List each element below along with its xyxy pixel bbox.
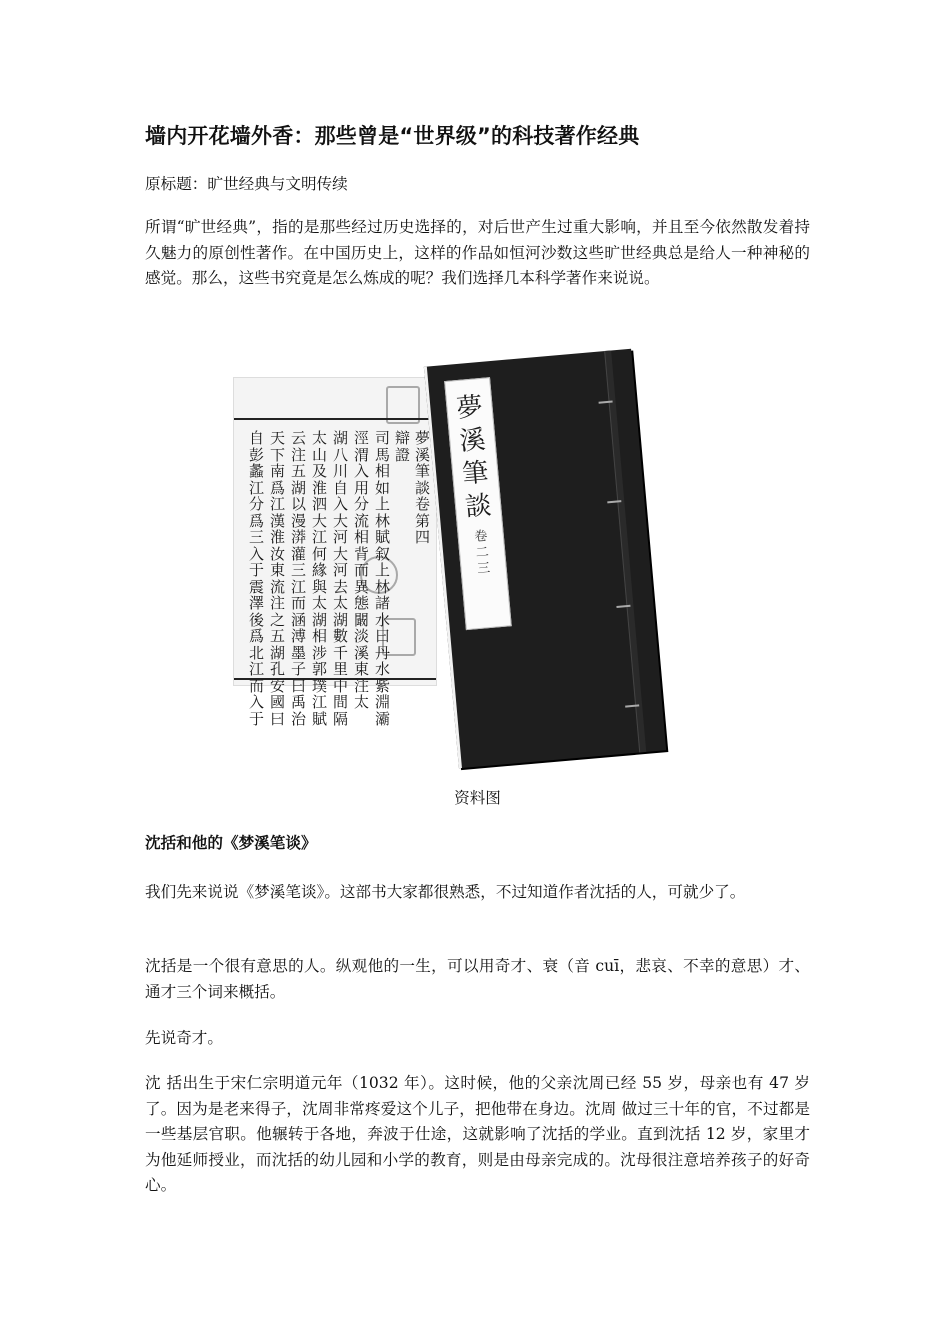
body-paragraph: 沈 括出生于宋仁宗明道元年（1032 年）。这时候，他的父亲沈周已经 55 岁，母亲也有 47 岁了。因为是老来得子，沈周非常疼爱这个儿子，把他带在身边。沈周 做过三十年的官，不过都是一些基层官职。他辗转于各地，奔波于仕途，这就影响了沈括的学业。直到沈括 12 岁，家里才为他延师授业，而沈括的幼儿园和小学的教育，则是由母亲完成的。沈母很注意培养孩子的好奇心。 — [145, 1074, 810, 1194]
body-paragraph: 沈括是一个很有意思的人。纵观他的一生，可以用奇才、衰（音 cuī，悲哀、不幸的意思）才、通才三个词来概括。 — [145, 957, 810, 1001]
article-title: 墙内开花墙外香：那些曾是“世界级”的科技著作经典 — [145, 124, 640, 148]
text-column: 辯證 — [394, 429, 410, 464]
book-cover-image — [424, 349, 666, 769]
book-spine — [604, 350, 646, 752]
book-volume-mark: 卷二三 — [473, 528, 491, 577]
book-title-slip: 夢溪筆談 — [455, 391, 493, 523]
text-column: 湖八川自入大河大河去太湖數千里中間隔 — [332, 429, 348, 728]
text-column: 太山及淮泗大江何緣與太湖相涉郭璞江賦 — [311, 429, 327, 728]
book-page-image — [233, 377, 437, 728]
text-column: 天下南爲江漢淮汝東流注之五湖孔安國曰 — [269, 429, 285, 728]
text-column: 涇渭入用分流相背而異態闞淡溪東注太 — [353, 429, 369, 711]
page-top-rule — [234, 418, 436, 420]
text-column: 司馬相如上林賦叙上林諸水曰丹水紫淵灞 — [374, 429, 390, 728]
book-figure — [233, 357, 725, 767]
text-column: 自彭蠡江分爲三入于震澤後爲北江而入于 — [248, 429, 264, 728]
figure-caption: 资料图 — [454, 789, 501, 807]
title-slip — [444, 377, 512, 630]
body-paragraph: 我们先来说说《梦溪笔谈》。这部书大家都很熟悉，不过知道作者沈括的人，可就少了。 — [145, 883, 746, 901]
article-subtitle: 原标题：旷世经典与文明传续 — [145, 175, 348, 193]
text-column: 夢溪筆談卷第四 — [414, 429, 430, 546]
section-heading: 沈括和他的《梦溪笔谈》 — [145, 834, 317, 852]
intro-paragraph: 所谓“旷世经典”，指的是那些经过历史选择的，对后世产生过重大影响，并且至今依然散发着持久魅力的原创性著作。在中国历史上，这样的作品如恒河沙数这些旷世经典总是给人一种神秘的感觉。那么，这些书究竟是怎么炼成的呢？我们选择几本科学著作来说说。 — [145, 218, 810, 287]
text-column: 云注五湖以漫漭灌三江而涵溥墨子曰禹治 — [290, 429, 306, 728]
body-paragraph: 先说奇才。 — [145, 1029, 223, 1047]
